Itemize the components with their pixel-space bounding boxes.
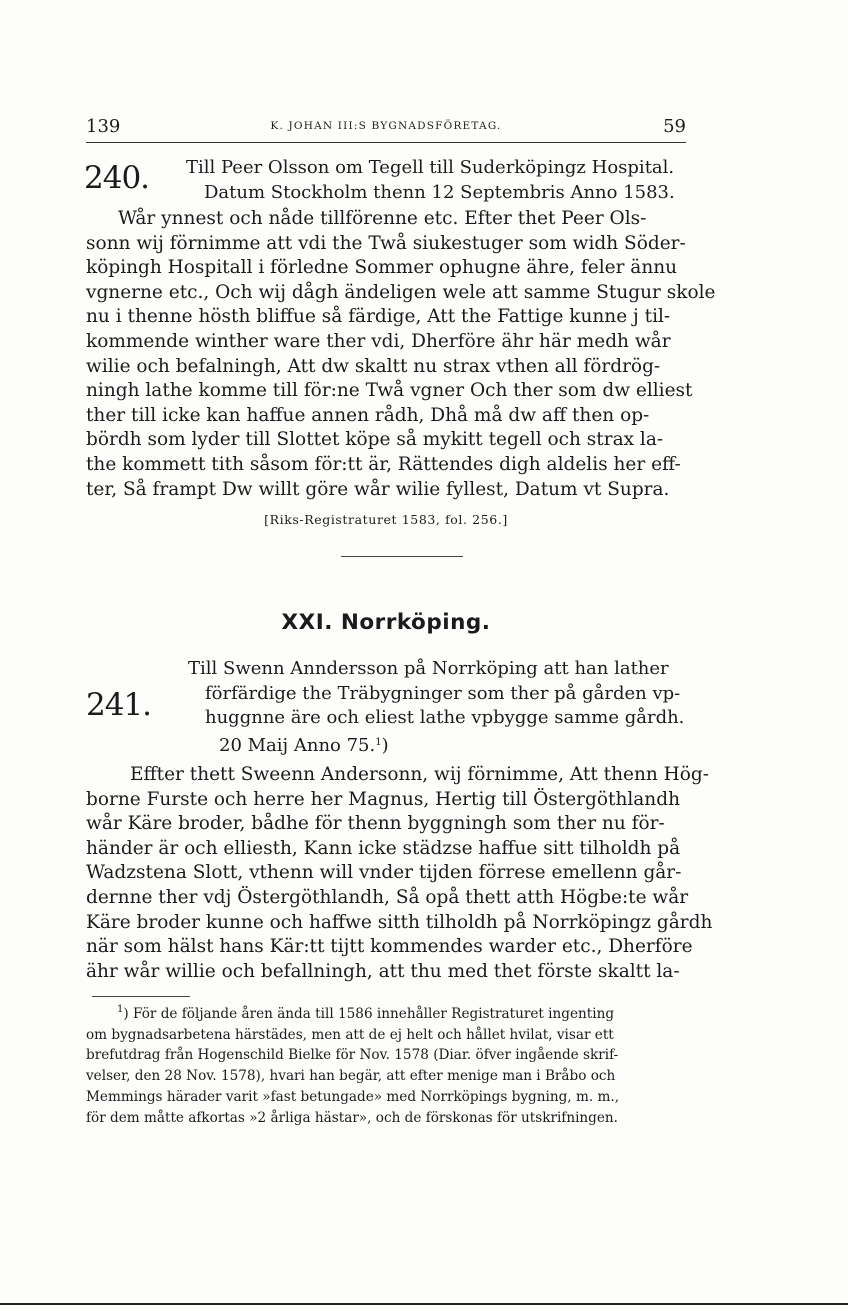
body-line: ähr wår willie och befallningh, att thu med thet förste skaltt la- bbox=[86, 960, 680, 982]
section-title: XXI. Norrköping. bbox=[281, 610, 491, 635]
document-number-240: 240. bbox=[84, 160, 150, 196]
section-divider bbox=[341, 556, 463, 557]
footnote-text: För de följande åren ända till 1586 innehåller Registraturet ingenting bbox=[133, 1006, 615, 1022]
running-header bbox=[86, 116, 686, 138]
body-line: när som hälst hans Kär:tt tijtt kommendes warder etc., Dherföre bbox=[86, 936, 693, 958]
body-line: ter, Så frampt Dw willt göre wår wilie fyllest, Datum vt Supra. bbox=[86, 478, 670, 500]
body-line: nu i thenne hösth bliffue så färdige, Att the Fattige kunne j til- bbox=[86, 306, 671, 328]
right-page-number: 59 bbox=[663, 116, 686, 137]
scan-edge-line bbox=[0, 1303, 848, 1305]
body-line: dernne ther vdj Östergöthlandh, Så opå thett atth Högbe:te wår bbox=[86, 886, 689, 908]
heading-line: förfärdige the Träbygninger som ther på gården vp- bbox=[205, 682, 681, 704]
document-241-heading bbox=[188, 657, 684, 758]
body-line: Wadzstena Slott, vthenn will vnder tijden förrese emellenn går- bbox=[86, 862, 682, 884]
heading-line: huggnne äre och eliest lathe vpbygge samme gårdh. bbox=[205, 707, 685, 728]
left-page-number: 139 bbox=[86, 116, 121, 137]
body-line: köpingh Hospitall i förledne Sommer ophugne ähre, feler ännu bbox=[86, 257, 678, 279]
footnote-reference: 1 bbox=[375, 736, 382, 748]
footnote-line bbox=[86, 1000, 694, 1025]
heading-date: 20 Maij Anno 75. bbox=[219, 734, 376, 756]
heading-line: Till Peer Olsson om Tegell till Suderköpingz Hospital. bbox=[186, 157, 675, 178]
document-240-body bbox=[86, 207, 716, 502]
body-line: ther till icke kan haffue annen rådh, Dhå må dw aff then op- bbox=[86, 404, 650, 426]
heading-line bbox=[188, 731, 684, 759]
body-line: wilie och befalningh, Att dw skaltt nu strax vthen all fördrög- bbox=[86, 355, 661, 377]
body-line: sonn wij förnimme att vdi the Twå siukestuger som widh Söder- bbox=[86, 232, 686, 254]
body-line: the kommett tith såsom för:tt är, Rättendes digh aldelis her eff- bbox=[86, 453, 681, 475]
body-line: borne Furste och herre her Magnus, Hertig till Östergöthlandh bbox=[86, 788, 680, 810]
footnote-line: Memmings härader varit »fast betungade» med Norrköpings bygning, m. m., bbox=[86, 1088, 620, 1105]
header-rule bbox=[86, 142, 686, 143]
footnote-line: brefutdrag från Hogenschild Bielke för Nov. 1578 (Diar. öfver ingående skrif- bbox=[86, 1047, 619, 1064]
document-number-241: 241. bbox=[86, 687, 152, 723]
heading-line: Datum Stockholm thenn 12 Septembris Anno 1583. bbox=[204, 181, 675, 203]
body-line: bördh som lyder till Slottet köpe så mykitt tegell och strax la- bbox=[86, 429, 664, 451]
document-241-body bbox=[86, 763, 713, 984]
body-line: kommende winther ware ther vdi, Dherföre ähr här medh wår bbox=[86, 330, 671, 352]
footnote-line: för dem måtte afkortas »2 årliga hästar», och de förskonas för utskrifningen. bbox=[86, 1109, 619, 1126]
heading-line: Till Swenn Anndersson på Norrköping att han lather bbox=[188, 658, 669, 679]
footnote-line: velser, den 28 Nov. 1578), hvari han begär, att efter menige man i Bråbo och bbox=[86, 1068, 616, 1085]
running-title: K. JOHAN III:S BYGNADSFÖRETAG. bbox=[270, 120, 502, 132]
body-line: Wår ynnest och nåde tillförenne etc. Efter thet Peer Ols- bbox=[118, 208, 647, 229]
body-line: händer är och elliesth, Kann icke städzse haffue sitt tilholdh på bbox=[86, 837, 681, 859]
footnote bbox=[86, 1000, 694, 1128]
footnote-marker: 1 bbox=[117, 1004, 124, 1015]
body-line: Käre broder kunne och haffwe sitth tilholdh på Norrköpingz gårdh bbox=[86, 911, 713, 933]
footnote-marker-paren: ) bbox=[123, 1006, 133, 1022]
body-line: vgnerne etc., Och wij dågh ändeligen wele att samme Stugur skole bbox=[86, 281, 716, 303]
body-line: Effter thett Sweenn Andersonn, wij förnimme, Att thenn Hög- bbox=[130, 764, 710, 785]
body-line: wår Käre broder, bådhe för thenn byggningh som ther nu för- bbox=[86, 813, 665, 835]
source-citation-240: [Riks-Registraturet 1583, fol. 256.] bbox=[264, 512, 508, 527]
footnote-line: om bygnadsarbetena härstädes, men att de ej helt och hållet hvilat, visar ett bbox=[86, 1026, 614, 1043]
footnote-rule bbox=[92, 996, 190, 997]
footnote-reference-paren: ) bbox=[381, 734, 389, 756]
body-line: ningh lathe komme till för:ne Twå vgner Och ther som dw elliest bbox=[86, 380, 693, 402]
document-240-heading bbox=[186, 156, 675, 205]
